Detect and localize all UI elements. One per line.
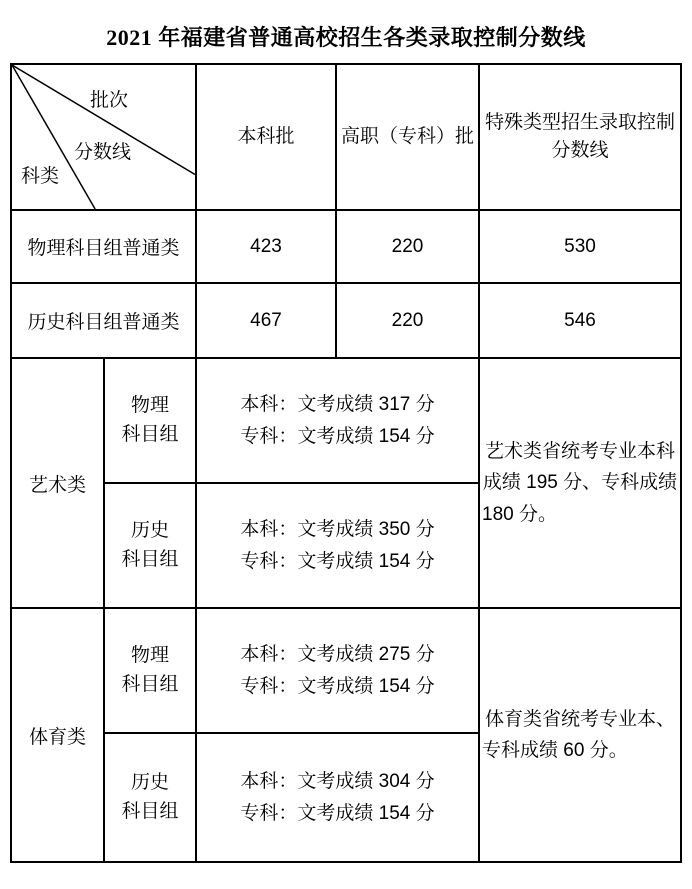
score-cell-art-physics	[196, 358, 479, 483]
page-title: 2021 年福建省普通高校招生各类录取控制分数线	[106, 25, 586, 50]
value-history-benke: 467	[196, 283, 336, 358]
value-history-special: 546	[479, 283, 681, 358]
column-header-benke: 本科批	[196, 64, 336, 210]
corner-label-score-line: 分数线	[74, 142, 132, 163]
row-label-art: 艺术类	[11, 358, 104, 608]
score-line-zhuanke: 专科：文考成绩 154 分	[240, 550, 435, 572]
value-physics-special: 530	[479, 210, 681, 283]
corner-label-batch: 批次	[90, 90, 129, 111]
corner-diagonal-cell	[11, 64, 196, 210]
subject-cell-sports-history	[104, 733, 196, 862]
document-page	[0, 21, 692, 889]
subject-cell-art-physics	[104, 358, 196, 483]
subject-cell-art-history	[104, 483, 196, 608]
value-physics-benke: 423	[196, 210, 336, 283]
subject-line-1: 历史	[130, 772, 169, 793]
table-row-art-physics	[11, 358, 681, 483]
table-header-row	[11, 64, 681, 210]
row-label-physics-general: 物理科目组普通类	[11, 210, 196, 283]
score-cell-sports-history	[196, 733, 479, 862]
subject-line-2: 科目组	[121, 548, 179, 570]
column-header-special: 特殊类型招生录取控制分数线	[479, 64, 681, 210]
score-line-zhuanke: 专科：文考成绩 154 分	[240, 802, 435, 824]
score-cell-sports-physics	[196, 608, 479, 733]
score-cell-art-history	[196, 483, 479, 608]
subject-line-2: 科目组	[121, 423, 179, 445]
table-row-sports-physics	[11, 608, 681, 733]
note-cell-art: 艺术类省统考专业本科成绩 195 分、专科成绩 180 分。	[479, 358, 681, 608]
row-label-sports: 体育类	[11, 608, 104, 862]
value-history-gaozhi: 220	[336, 283, 479, 358]
column-header-gaozhi: 高职（专科）批	[336, 64, 479, 210]
subject-line-1: 历史	[130, 520, 169, 541]
score-line-zhuanke: 专科：文考成绩 154 分	[240, 425, 435, 447]
score-line-zhuanke: 专科：文考成绩 154 分	[240, 675, 435, 697]
subject-line-1: 物理	[130, 395, 169, 416]
value-physics-gaozhi: 220	[336, 210, 479, 283]
subject-cell-sports-physics	[104, 608, 196, 733]
note-cell-sports: 体育类省统考专业本、专科成绩 60 分。	[479, 608, 681, 862]
score-line-benke: 本科：文考成绩 350 分	[240, 519, 435, 541]
table-row-history-general	[11, 283, 681, 358]
subject-line-1: 物理	[130, 645, 169, 666]
admission-score-table	[10, 63, 682, 863]
subject-line-2: 科目组	[121, 673, 179, 695]
score-line-benke: 本科：文考成绩 317 分	[240, 394, 435, 416]
score-line-benke: 本科：文考成绩 304 分	[240, 771, 435, 793]
row-label-history-general: 历史科目组普通类	[11, 283, 196, 358]
subject-line-2: 科目组	[121, 800, 179, 822]
corner-wrap	[12, 65, 195, 209]
score-line-benke: 本科：文考成绩 275 分	[240, 644, 435, 666]
table-row-physics-general	[11, 210, 681, 283]
corner-label-category: 科类	[21, 166, 60, 187]
